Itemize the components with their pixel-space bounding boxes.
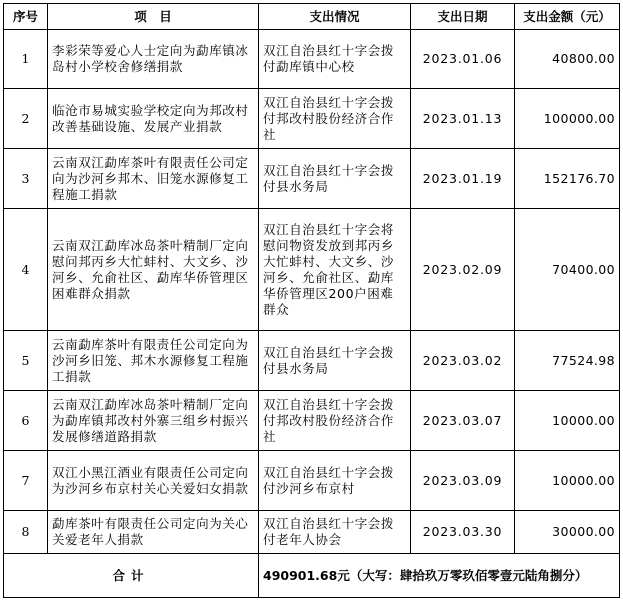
row-date: 2023.02.09 xyxy=(411,209,515,331)
row-index: 7 xyxy=(4,451,48,511)
table-row xyxy=(4,451,620,511)
total-label: 合计 xyxy=(4,554,259,598)
header-amount: 支出金额（元） xyxy=(515,4,620,30)
row-item-text: 云南双江勐库茶叶有限责任公司定向为沙河乡邦木、旧笼水源修复工程施工捐款 xyxy=(52,154,249,202)
header-row xyxy=(4,4,620,30)
table-row xyxy=(4,331,620,391)
row-date: 2023.03.07 xyxy=(411,391,515,451)
row-date: 2023.01.06 xyxy=(411,30,515,89)
row-item xyxy=(48,331,259,391)
row-item xyxy=(48,30,259,89)
header-expense: 支出情况 xyxy=(259,4,411,30)
row-expense-text: 双江自治县红十字会拨付邦改村股份经济合作社 xyxy=(263,396,395,444)
table-row xyxy=(4,391,620,451)
row-index: 1 xyxy=(4,30,48,89)
row-date: 2023.03.30 xyxy=(411,511,515,554)
table-row xyxy=(4,30,620,89)
row-item-text: 李彩荣等爱心人士定向为勐库镇冰岛村小学校舍修缮捐款 xyxy=(52,43,249,74)
row-index: 3 xyxy=(4,149,48,209)
row-item-text: 云南双江勐库冰岛茶叶精制厂定向为勐库镇邦改村外寨三组乡村振兴发展修缮道路捐款 xyxy=(52,396,249,444)
table-row xyxy=(4,511,620,554)
row-index: 8 xyxy=(4,511,48,554)
row-expense-text: 双江自治县红十字会拨付县水务局 xyxy=(263,344,395,376)
row-amount: 40800.00 xyxy=(515,30,620,89)
row-amount: 10000.00 xyxy=(515,391,620,451)
row-item xyxy=(48,511,259,554)
total-row xyxy=(4,554,620,598)
row-item-text: 双江小黑江酒业有限责任公司定向为沙河乡布京村关心关爱妇女捐款 xyxy=(52,464,249,496)
header-item: 项 目 xyxy=(48,4,259,30)
row-amount: 30000.00 xyxy=(515,511,620,554)
row-date: 2023.03.02 xyxy=(411,331,515,391)
row-expense xyxy=(259,511,411,554)
table-row xyxy=(4,209,620,331)
row-date: 2023.01.13 xyxy=(411,89,515,149)
row-index: 6 xyxy=(4,391,48,451)
row-item xyxy=(48,209,259,331)
row-amount: 152176.70 xyxy=(515,149,620,209)
row-expense xyxy=(259,209,411,331)
row-item-text: 云南双江勐库冰岛茶叶精制厂定向慰问邦丙乡大忙蚌村、大文乡、沙河乡、允俞社区、勐库华侨管理区困难群众捐款 xyxy=(52,237,249,301)
row-expense-text: 双江自治县红十字会拨付老年人协会 xyxy=(263,516,395,547)
row-index: 4 xyxy=(4,209,48,331)
row-expense-text: 双江自治县红十字会拨付邦改村股份经济合作社 xyxy=(263,94,395,142)
expenditure-table xyxy=(3,3,620,598)
row-expense xyxy=(259,89,411,149)
total-value: 490901.68元（大写：肆拾玖万零玖佰零壹元陆角捌分） xyxy=(259,554,620,598)
row-item xyxy=(48,89,259,149)
row-expense xyxy=(259,331,411,391)
header-index: 序号 xyxy=(4,4,48,30)
table-header xyxy=(4,4,620,30)
table-body xyxy=(4,30,620,598)
row-expense-text: 双江自治县红十字会拨付勐库镇中心校 xyxy=(263,43,395,74)
row-item-text: 云南勐库茶叶有限责任公司定向为沙河乡旧笼、邦木水源修复工程施工捐款 xyxy=(52,336,249,384)
table-row xyxy=(4,89,620,149)
row-expense xyxy=(259,451,411,511)
row-expense-text: 双江自治县红十字会将慰问物资发放到邦丙乡大忙蚌村、大文乡、沙河乡、允俞社区、勐库华侨管理区200户困难群众 xyxy=(263,221,395,317)
row-index: 2 xyxy=(4,89,48,149)
row-amount: 10000.00 xyxy=(515,451,620,511)
row-item-text: 临沧市易城实验学校定向为邦改村改善基础设施、发展产业捐款 xyxy=(52,102,249,134)
row-expense xyxy=(259,149,411,209)
row-item xyxy=(48,391,259,451)
row-amount: 77524.98 xyxy=(515,331,620,391)
row-item xyxy=(48,149,259,209)
row-date: 2023.01.19 xyxy=(411,149,515,209)
row-expense-text: 双江自治县红十字会拨付县水务局 xyxy=(263,162,395,194)
row-expense xyxy=(259,391,411,451)
row-expense-text: 双江自治县红十字会拨付沙河乡布京村 xyxy=(263,464,395,496)
row-expense xyxy=(259,30,411,89)
table-row xyxy=(4,149,620,209)
row-amount: 100000.00 xyxy=(515,89,620,149)
row-item xyxy=(48,451,259,511)
row-date: 2023.03.09 xyxy=(411,451,515,511)
header-date: 支出日期 xyxy=(411,4,515,30)
row-amount: 70400.00 xyxy=(515,209,620,331)
row-item-text: 勐库茶叶有限责任公司定向为关心关爱老年人捐款 xyxy=(52,516,249,547)
row-index: 5 xyxy=(4,331,48,391)
